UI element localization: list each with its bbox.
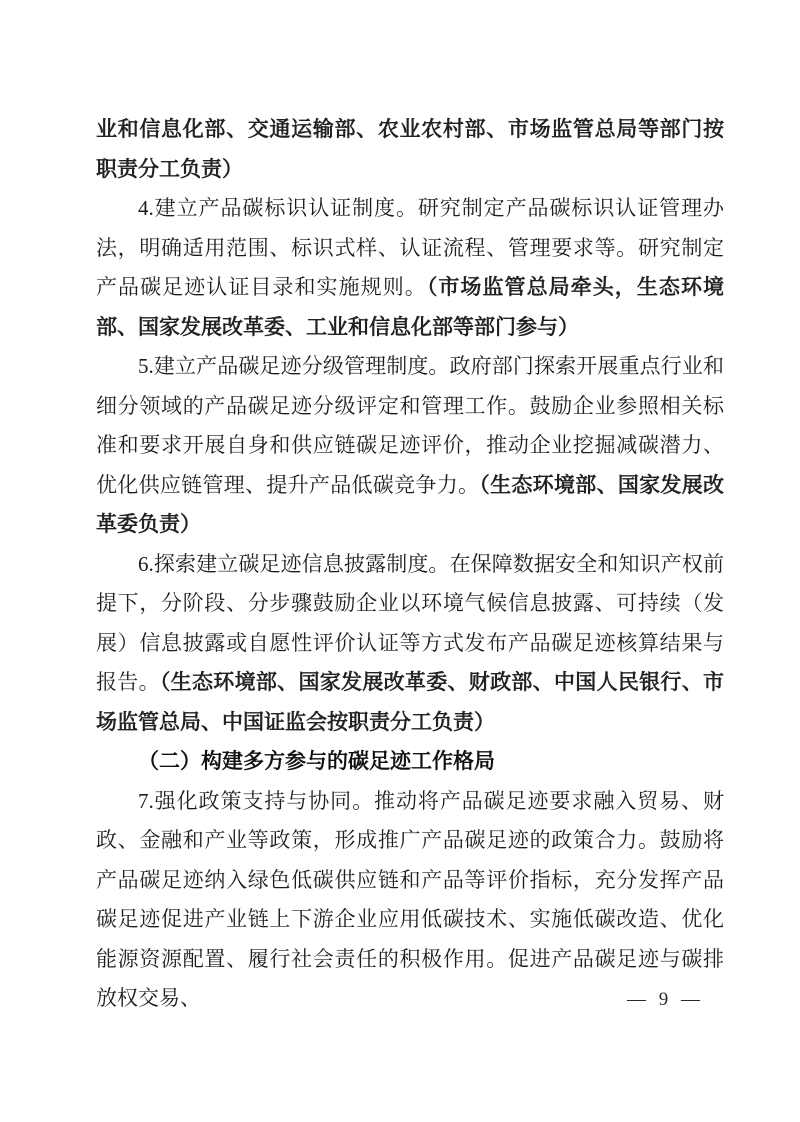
para-item-7-run-normal: 7.强化政策支持与协同。推动将产品碳足迹要求融入贸易、财政、金融和产业等政策，形成推广产品碳足迹的政策合力。鼓励将产品碳足迹纳入绿色低碳供应链和产品等评价指标，充分发挥产品碳足迹促进产业链上下游企业应用低碳技术、实施低碳改造、优化能源资源配置、履行社会责任的积极作用。促进产品碳足迹与碳排放权交易、 (96, 788, 724, 1010)
page-number: — 9 — (627, 989, 704, 1010)
para-item-5 (96, 347, 724, 545)
para-item-7 (96, 782, 724, 1019)
para-item-5-run-normal: 5.建立产品碳足迹分级管理制度。政府部门探索开展重点行业和细分领域的产品碳足迹分级评定和管理工作。鼓励企业参照相关标准和要求开展自身和供应链碳足迹评价，推动企业挖掘减碳潜力、优化供应链管理、提升产品低碳竞争力。 (96, 354, 724, 497)
para-item-4 (96, 189, 724, 347)
para-item-5-run-annotation: （生态环境部、国家发展改革委负责） (96, 472, 725, 536)
heading-section-2-run-heading: （二）构建多方参与的碳足迹工作格局 (138, 749, 495, 773)
para-item-4-run-normal: 4.建立产品碳标识认证制度。研究制定产品碳标识认证管理办法，明确适用范围、标识式样、认证流程、管理要求等。研究制定产品碳足迹认证目录和实施规则。 (96, 196, 724, 299)
para-continuation-prev-page-run-annotation: 业和信息化部、交通运输部、农业农村部、市场监管总局等部门按职责分工负责） (96, 117, 724, 181)
para-item-6-run-annotation: （生态环境部、国家发展改革委、财政部、中国人民银行、市场监管总局、中国证监会按职责分工负责） (96, 670, 725, 734)
para-item-6 (96, 545, 724, 743)
document-body (96, 110, 724, 1019)
para-continuation-prev-page (96, 110, 724, 189)
para-item-4-run-annotation: （市场监管总局牵头，生态环境部、国家发展改革委、工业和信息化部等部门参与） (96, 275, 725, 339)
para-item-6-run-normal: 6.探索建立碳足迹信息披露制度。在保障数据安全和知识产权前提下，分阶段、分步骤鼓励企业以环境气候信息披露、可持续（发展）信息披露或自愿性评价认证等方式发布产品碳足迹核算结果与报告。 (96, 551, 724, 694)
heading-section-2 (96, 742, 724, 782)
